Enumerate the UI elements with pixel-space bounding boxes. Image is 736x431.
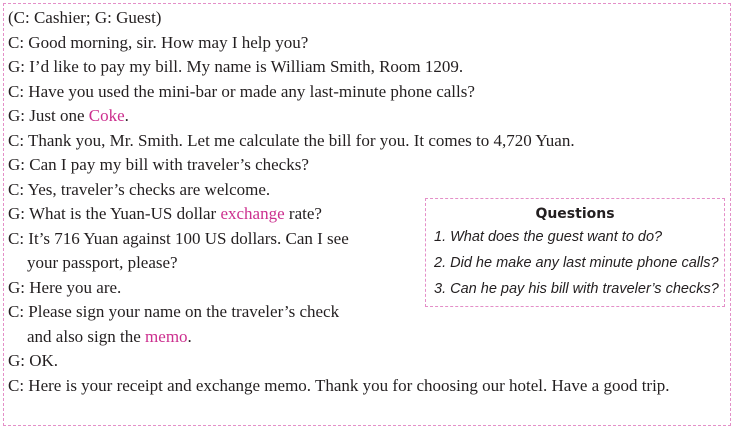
dialogue-line: C: Yes, traveler’s checks are welcome. bbox=[8, 179, 271, 199]
question-item: 3. Can he pay his bill with traveler’s checks? bbox=[434, 281, 719, 297]
dialogue-line: G: OK. bbox=[8, 351, 59, 370]
line-text: and also sign the bbox=[27, 326, 146, 346]
dialogue-line: C: Good morning, sir. How may I help you? bbox=[8, 32, 309, 52]
question-item: 1. What does the guest want to do? bbox=[434, 229, 663, 245]
vocab-highlight-coke: Coke bbox=[88, 106, 125, 125]
speaker-legend: (C: Cashier; G: Guest) bbox=[8, 8, 162, 27]
dialogue-line: C: Thank you, Mr. Smith. Let me calculate the bill for you. It comes to 4,720 Yuan. bbox=[8, 130, 575, 150]
question-item: 2. Did he make any last minute phone calls? bbox=[434, 255, 719, 271]
dialogue-line: C: It’s 716 Yuan against 100 US dollars. Can I see bbox=[8, 228, 349, 248]
dialogue-line: C: Please sign your name on the traveler’s check bbox=[8, 302, 340, 321]
line-text: . bbox=[124, 106, 129, 125]
line-text: rate? bbox=[284, 204, 322, 223]
dialogue-line-continued: your passport, please? bbox=[27, 253, 178, 272]
dialogue-line: G: I’d like to pay my bill. My name is William Smith, Room 1209. bbox=[8, 57, 464, 76]
dialogue-line-continued bbox=[8, 325, 730, 350]
dialogue-line: G: Can I pay my bill with traveler’s checks? bbox=[8, 155, 309, 174]
dialogue-line: C: Here is your receipt and exchange memo. Thank you for choosing our hotel. Have a good trip. bbox=[8, 375, 670, 395]
line-text: G: Just one bbox=[8, 106, 89, 125]
vocab-highlight-memo: memo bbox=[145, 326, 188, 346]
questions-box bbox=[425, 198, 725, 307]
questions-title: Questions bbox=[535, 206, 615, 222]
line-text: G: What is the Yuan-US dollar bbox=[8, 204, 221, 223]
dialogue-line: C: Have you used the mini-bar or made any last-minute phone calls? bbox=[8, 81, 475, 101]
vocab-highlight-exchange: exchange bbox=[220, 204, 285, 223]
dialogue-line bbox=[8, 104, 730, 129]
line-text: . bbox=[187, 326, 192, 346]
dialogue-line: G: Here you are. bbox=[8, 277, 122, 297]
